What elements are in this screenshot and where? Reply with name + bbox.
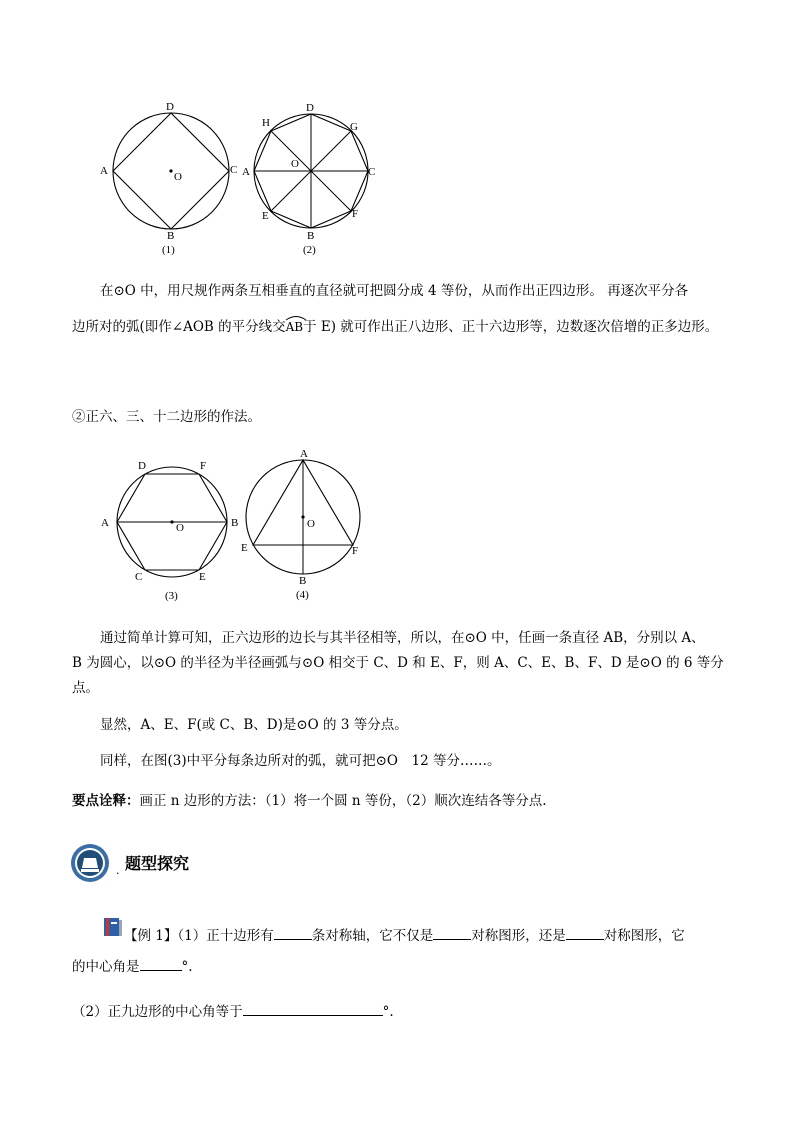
example-1-text-d: 对称图形，它 <box>603 928 685 944</box>
fig3-caption: (3) <box>165 590 178 602</box>
fig1-label-O: O <box>174 171 182 183</box>
fig2-label-A: A <box>242 166 250 178</box>
fig1-label-B: B <box>167 230 175 242</box>
paragraph-hexagon-line3: 点。 <box>72 680 99 696</box>
fig4-label-E: E <box>241 542 248 554</box>
key-point-note <box>72 792 547 810</box>
fig1-caption: (1) <box>162 244 175 256</box>
fig2-label-C: C <box>368 166 376 178</box>
p1-line2-suffix: 于 E) 就可作出正八边形、正十六边形等，边数逐次倍增的正多边形。 <box>303 319 719 335</box>
example-1-line1 <box>124 927 685 945</box>
fig3-label-F: F <box>200 460 207 472</box>
p1-line2-prefix: 边所对的弧(即作∠AOB 的平分线交 <box>72 319 286 335</box>
book-icon <box>102 916 124 938</box>
fig1-label-A: A <box>100 165 108 177</box>
paragraph-hexagon-line1: 通过简单计算可知，正六边形的边长与其半径相等，所以，在⊙O 中，任画一条直径 AB，分别以 A、 <box>100 630 705 646</box>
example-1-line2 <box>72 958 193 976</box>
section-hexagon-title: ②正六、三、十二边形的作法。 <box>72 409 261 425</box>
fig4-label-O: O <box>307 518 315 530</box>
fig4-label-A: A <box>300 448 308 460</box>
fig1-label-D: D <box>166 101 174 113</box>
paragraph-square-octagon-line1: 在⊙O 中，用尺规作两条互相垂直的直径就可把圆分成 4 等份，从而作出正四边形。 再逐次平分各 <box>100 283 689 299</box>
fig2-label-F: F <box>352 208 359 220</box>
key-point-label: 要点诠释： <box>72 793 140 809</box>
answer-blank-nonagon-angle[interactable] <box>243 1003 383 1016</box>
answer-blank-symmetry-2[interactable] <box>566 927 604 940</box>
fig3-label-O: O <box>176 522 184 534</box>
example-1-part2 <box>72 1003 394 1021</box>
fig3-label-D: D <box>138 460 146 472</box>
fig4-caption: (4) <box>296 589 309 601</box>
example-1-text-f: °. <box>181 959 193 975</box>
key-point-text: 画正 n 边形的方法：（1）将一个圆 n 等份，（2）顺次连结各等分点. <box>139 793 547 809</box>
answer-blank-axes[interactable] <box>274 927 312 940</box>
example-label: 【例 1】 <box>124 928 178 944</box>
example-1-part2-suffix: °. <box>382 1004 394 1020</box>
fig3-label-B: B <box>231 517 239 529</box>
answer-blank-central-angle[interactable] <box>140 958 182 971</box>
fig4-label-B: B <box>299 575 307 587</box>
fig2-label-G: G <box>350 121 358 133</box>
fig2-caption: (2) <box>303 244 316 256</box>
paragraph-triangle: 显然，A、E、F(或 C、B、D)是⊙O 的 3 等分点。 <box>100 717 408 733</box>
example-1-text-c: 对称图形，还是 <box>471 928 566 944</box>
fig3-label-A: A <box>101 517 109 529</box>
paragraph-dodecagon: 同样，在图(3)中平分每条边所对的弧，就可把⊙O 12 等分……。 <box>100 753 501 769</box>
heading-dot: . <box>116 864 120 877</box>
paragraph-hexagon-line2: B 为圆心，以⊙O 的半径为半径画弧与⊙O 相交于 C、D 和 E、F，则 A、C、E、B、F、D 是⊙O 的 6 等分 <box>72 655 724 671</box>
arc-ab-label: AB <box>285 320 304 334</box>
fig3-label-E: E <box>199 571 206 583</box>
section-heading-title: 题型探究 <box>125 854 190 873</box>
example-1-text-a: （1）正十边形有 <box>177 928 274 944</box>
fig2-label-B: B <box>307 230 315 242</box>
fig2-label-D: D <box>306 102 314 114</box>
answer-blank-symmetry-1[interactable] <box>433 927 471 940</box>
fig2-label-H: H <box>262 117 270 129</box>
example-1-text-e: 的中心角是 <box>72 959 140 975</box>
fig2-label-O: O <box>291 158 299 170</box>
example-1-part2-text: （2）正九边形的中心角等于 <box>72 1004 243 1020</box>
fig4-label-F: F <box>352 545 359 557</box>
example-1-text-b: 条对称轴，它不仅是 <box>311 928 434 944</box>
fig1-label-C: C <box>230 164 238 176</box>
fig3-label-C: C <box>135 571 143 583</box>
fig2-label-E: E <box>262 210 269 222</box>
circle-badge-icon <box>70 843 110 883</box>
